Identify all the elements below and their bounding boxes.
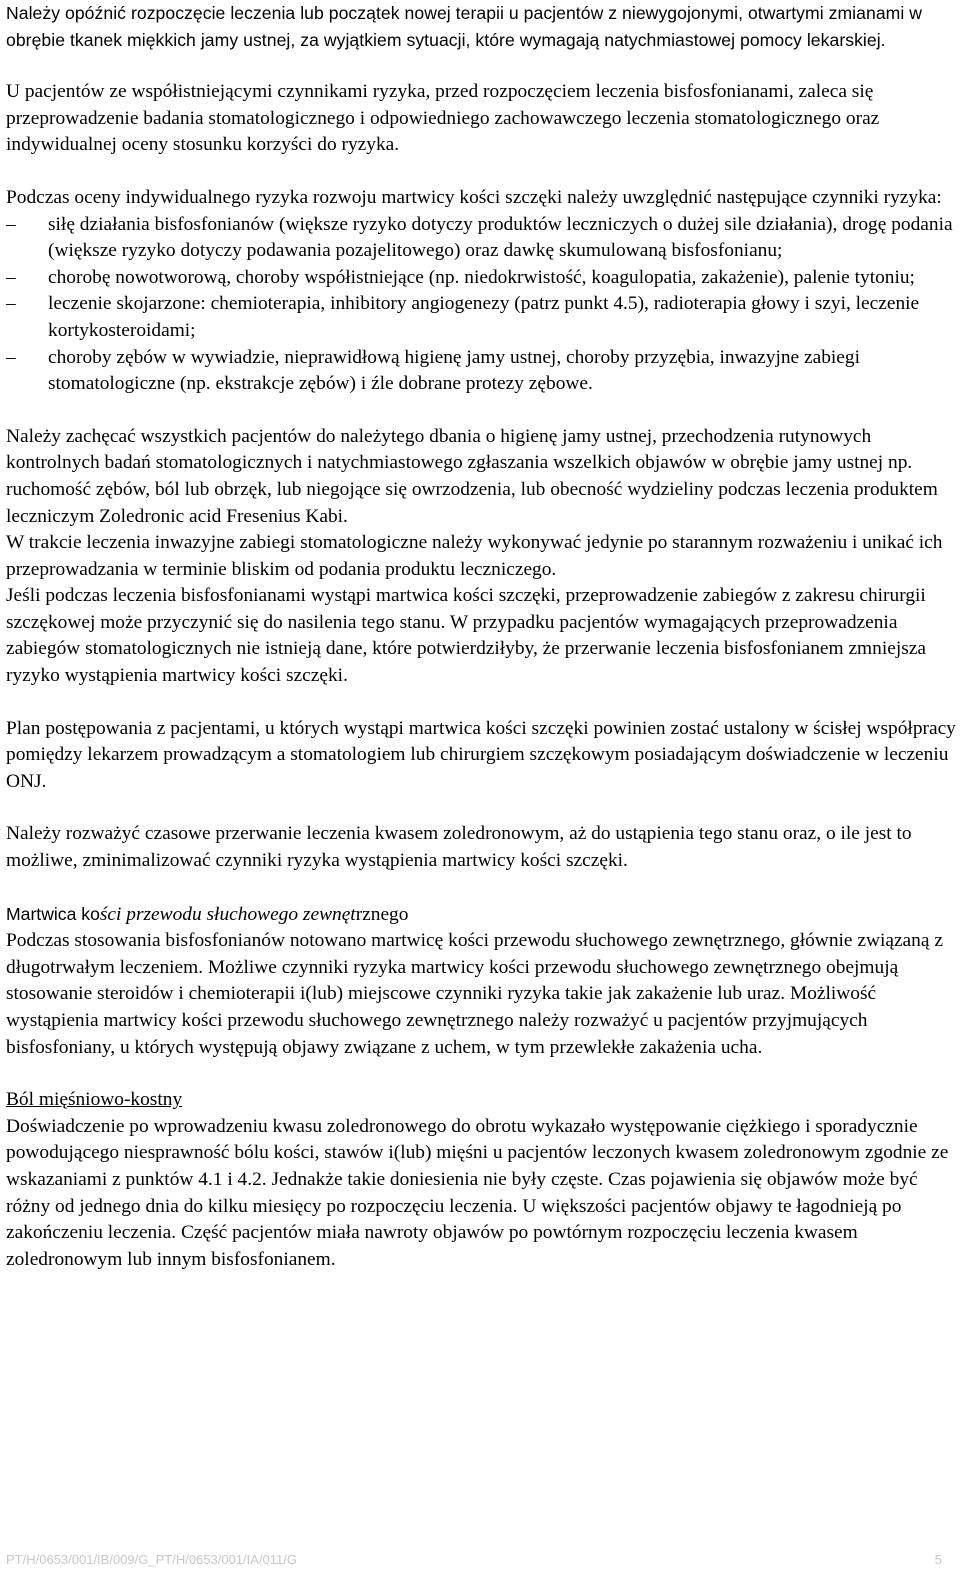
paragraph-oral-hygiene: Należy zachęcać wszystkich pacjentów do należytego dbania o higienę jamy ustnej, przechodzenia rutynowych kontrolnych badań stomatologicznych i natychmiastowego zgłaszania wszelkich objawów w obrębie jamy ustnej np. ruchomość zębów, ból lub obrzęk, lub niegojące się owrzodzenia, lub obecność wydzieliny podczas leczenia produktem leczniczym Zoledronic acid Fresenius Kabi.	[6, 425, 938, 527]
paragraph-dental-examination: U pacjentów ze współistniejącymi czynnikami ryzyka, przed rozpoczęciem leczenia bisfosfonianami, zaleca się przeprowadzenie badania stomatologicznego i odpowiedniego zachowawczego leczenia stomatologicznego oraz indywidualnej oceny stosunku korzyści do ryzyka.	[6, 81, 880, 156]
list-item	[6, 291, 956, 344]
paragraph-management-plan: Plan postępowania z pacjentami, u których wystąpi martwica kości szczęki powinien zostać ustalony w ścisłej współpracy pomiędzy lekarzem prowadzącym a stomatologiem lub chirurgiem szczękowym posiadającym doświadczenie w leczeniu ONJ.	[6, 717, 956, 792]
section-heading-ear-canal-osteonecrosis	[6, 901, 956, 929]
paragraph-invasive-procedures: W trakcie leczenia inwazyjne zabiegi stomatologiczne należy wykonywać jedynie po starannym rozważeniu i unikać ich przeprowadzania w terminie bliskim od podania produktu leczniczego.	[6, 532, 943, 580]
paragraph-ear-canal-osteonecrosis: Podczas stosowania bisfosfonianów notowano martwicę kości przewodu słuchowego zewnętrznego, głównie związaną z długotrwałym leczeniem. Możliwe czynniki ryzyka martwicy kości przewodu słuchowego zewnętrznego obejmują stosowanie steroidów i chemioterapii i(lub) miejscowe czynniki ryzyka takie jak zakażenie lub uraz. Możliwość wystąpienia martwicy kości przewodu słuchowego zewnętrznego należy rozważyć u pacjentów przyjmujących bisfosfoniany, u których występują objawy związane z uchem, w tym przewlekłe zakażenia ucha.	[6, 930, 943, 1058]
dash-bullet: –	[6, 213, 16, 235]
paragraph-musculoskeletal-pain: Doświadczenie po wprowadzeniu kwasu zoledronowego do obrotu wykazało występowanie ciężkiego i sporadycznie powodującego niesprawność bólu kości, stawów i(lub) mięśni u pacjentów leczonych kwasem zoledronowym zgodnie ze wskazaniami z punktów 4.1 i 4.2. Jednakże takie doniesienia nie były częste. Czas pojawienia się objawów może być różny od jednego dnia do kilku miesięcy po rozpoczęciu leczenia. U większości pacjentów objawy te łagodnieją po zakończeniu leczenia. Część pacjentów miała nawroty objawów po powtórnym rozpoczęciu leczenia kwasem zoledronowym lub innym bisfosfonianem.	[6, 1115, 949, 1270]
list-item	[6, 345, 956, 398]
list-item-text: chorobę nowotworową, choroby współistniejące (np. niedokrwistość, koagulopatia, zakażenie), palenie tytoniu;	[48, 266, 915, 288]
page-footer	[6, 1551, 942, 1569]
paragraph-maxillofacial-surgery: Jeśli podczas leczenia bisfosfonianami wystąpi martwica kości szczęki, przeprowadzenie zabiegów z zakresu chirurgii szczękowej może przyczynić się do nasilenia tego stanu. W przypadku pacjentów wymagających przeprowadzenia zabiegów stomatologicznych nie istnieją dane, które potwierdziłyby, że przerwanie leczenia bisfosfonianem zmniejsza ryzyko wystąpienia martwicy kości szczęki.	[6, 585, 926, 687]
paragraph-delay-treatment: Należy opóźnić rozpoczęcie leczenia lub początek nowej terapii u pacjentów z niewygojonymi, otwartymi zmianami w obrębie tkanek miękkich jamy ustnej, za wyjątkiem sytuacji, które wymagają natychmiastowej pomocy lekarskiej.	[6, 3, 923, 50]
list-item	[6, 265, 956, 292]
list-item	[6, 212, 956, 265]
dash-bullet: –	[6, 293, 16, 315]
paragraph-risk-assessment: Podczas oceny indywidualnego ryzyka rozwoju martwicy kości szczęki należy uwzględnić następujące czynniki ryzyka:	[6, 186, 942, 208]
list-item-text: choroby zębów w wywiadzie, nieprawidłową higienę jamy ustnej, choroby przyzębia, inwazyjne zabiegi stomatologiczne (np. ekstrakcje zębów) i źle dobrane protezy zębowe.	[48, 346, 860, 395]
heading-part: rznego	[355, 903, 409, 925]
dash-bullet: –	[6, 346, 16, 368]
list-item-text: leczenie skojarzone: chemioterapia, inhibitory angiogenezy (patrz punkt 4.5), radioterapia głowy i szyi, leczenie kortykosteroidami;	[48, 293, 920, 341]
dash-bullet: –	[6, 266, 16, 288]
page-number: 5	[934, 1552, 942, 1567]
list-item-text: siłę działania bisfosfonianów (większe ryzyko dotyczy produktów leczniczych o dużej sile działania), drogę podania (większe ryzyko dotyczy podawania pozajelitowego) oraz dawkę skumulowaną bisfosfonianu;	[48, 213, 953, 262]
document-id: PT/H/0653/001/IB/009/G_PT/H/0653/001/IA/011/G	[6, 1552, 297, 1567]
heading-part: ści przewodu słuchowego zewnęt	[99, 903, 356, 925]
document-page	[6, 0, 956, 1273]
paragraph-treatment-interruption: Należy rozważyć czasowe przerwanie leczenia kwasem zoledronowym, aż do ustąpienia tego stanu oraz, o ile jest to możliwe, zminimalizować czynniki ryzyka wystąpienia martwicy kości szczęki.	[6, 823, 912, 872]
section-heading-musculoskeletal-pain: Ból mięśniowo-kostny	[6, 1089, 183, 1111]
risk-factor-list	[6, 212, 956, 398]
heading-part: Martwica ko	[6, 903, 100, 924]
